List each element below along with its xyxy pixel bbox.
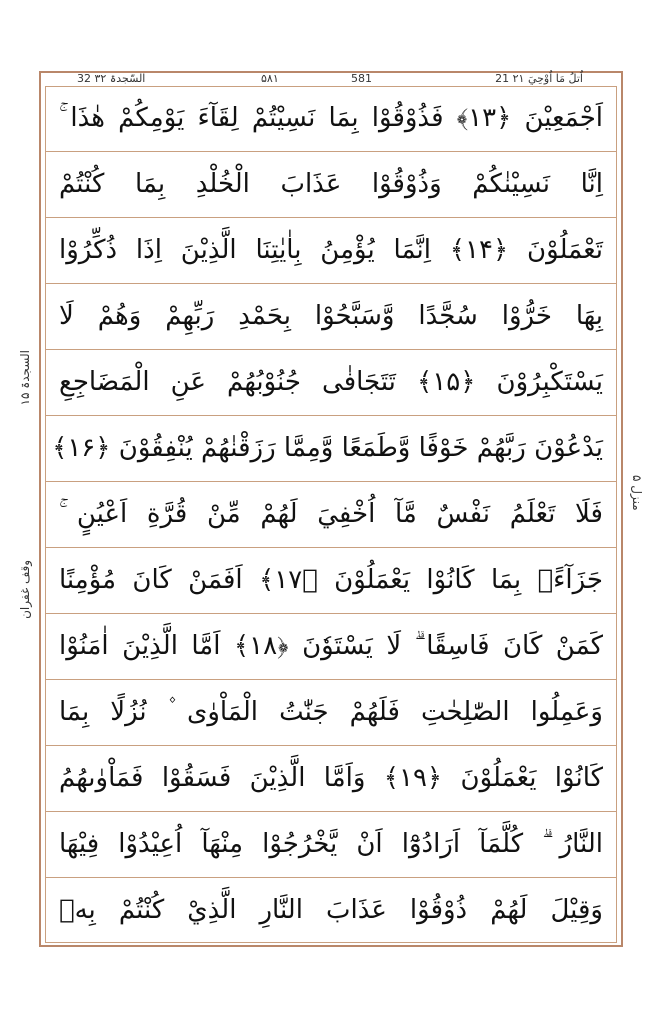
verse-line-2: اِنَّا نَسِيْنٰكُمْ وَذُوْقُوْا عَذَابَ الْخُلْدِ بِمَا كُنْتُمْ	[59, 169, 603, 199]
header-page-number-native: ۵۸۱	[261, 72, 279, 85]
header-page-number: 581	[351, 72, 372, 85]
page-header	[45, 71, 617, 86]
verse-line-11: كَانُوْا يَعْمَلُوْنَ ﴿۱۹﴾ وَاَمَّا الَّذِيْنَ فَسَقُوْا فَمَاْوٰىهُمُ	[59, 763, 603, 793]
verse-line-12: النَّارُ ۗ كُلَّمَآ اَرَادُوْٓا اَنْ يَّخْرُجُوْا مِنْهَآ اُعِيْدُوْا فِيْهَا	[59, 829, 603, 859]
verse-line-4: بِهَا خَرُّوْا سُجَّدًا وَّسَبَّحُوْا بِحَمْدِ رَبِّهِمْ وَهُمْ لَا	[59, 301, 603, 331]
verse-line-13: وَقِيْلَ لَهُمْ ذُوْقُوْا عَذَابَ النَّارِ الَّذِيْ كُنْتُمْ بِهٖ	[59, 895, 603, 925]
verse-line-8: جَزَآءًۢ بِمَا كَانُوْا يَعْمَلُوْنَ ﴿۱۷﴾ اَفَمَنْ كَانَ مُؤْمِنًا	[59, 565, 603, 595]
header-surah-label: 32 السّجدۃ ۳۲	[77, 72, 146, 85]
header-juz-label: 21 اُتلُ مَا اُوْحِيَ ۲۱	[495, 72, 583, 85]
margin-sajda-note: السجدۃ ۱۵	[18, 350, 32, 406]
verse-line-3: تَعْمَلُوْنَ ﴿۱۴﴾ اِنَّمَا يُؤْمِنُ بِاٰيٰتِنَا الَّذِيْنَ اِذَا ذُكِّرُوْا	[59, 235, 603, 265]
verse-line-10: وَعَمِلُوا الصّٰلِحٰتِ فَلَهُمْ جَنّٰتُ الْمَاْوٰى ۫ نُزُلًا بِمَا	[59, 697, 603, 727]
verse-line-6: يَدْعُوْنَ رَبَّهُمْ خَوْفًا وَّطَمَعًا وَّمِمَّا رَزَقْنٰهُمْ يُنْفِقُوْنَ ﴿۱۶﴾	[52, 433, 603, 463]
verse-line-1: اَجْمَعِيْنَ ﴿۱۳﴾ فَذُوْقُوْا بِمَا نَسِيْتُمْ لِقَآءَ يَوْمِكُمْ هٰذَا ۚ	[59, 103, 603, 133]
margin-waqf-note: وقف غفران	[18, 560, 32, 619]
verse-line-7: فَلَا تَعْلَمُ نَفْسٌ مَّآ اُخْفِيَ لَهُمْ مِّنْ قُرَّةِ اَعْيُنٍ ۚ	[59, 499, 603, 529]
verse-line-5: يَسْتَكْبِرُوْنَ ﴿۱۵﴾ تَتَجَافٰى جُنُوْبُهُمْ عَنِ الْمَضَاجِعِ	[59, 367, 603, 397]
verse-lines	[45, 86, 617, 943]
verse-line-9: كَمَنْ كَانَ فَاسِقًا ۗ لَا يَسْتَوٗنَ ﴿۱۸﴾ اَمَّا الَّذِيْنَ اٰمَنُوْا	[59, 631, 604, 661]
margin-manzil-note: منزل ۵	[630, 475, 644, 511]
